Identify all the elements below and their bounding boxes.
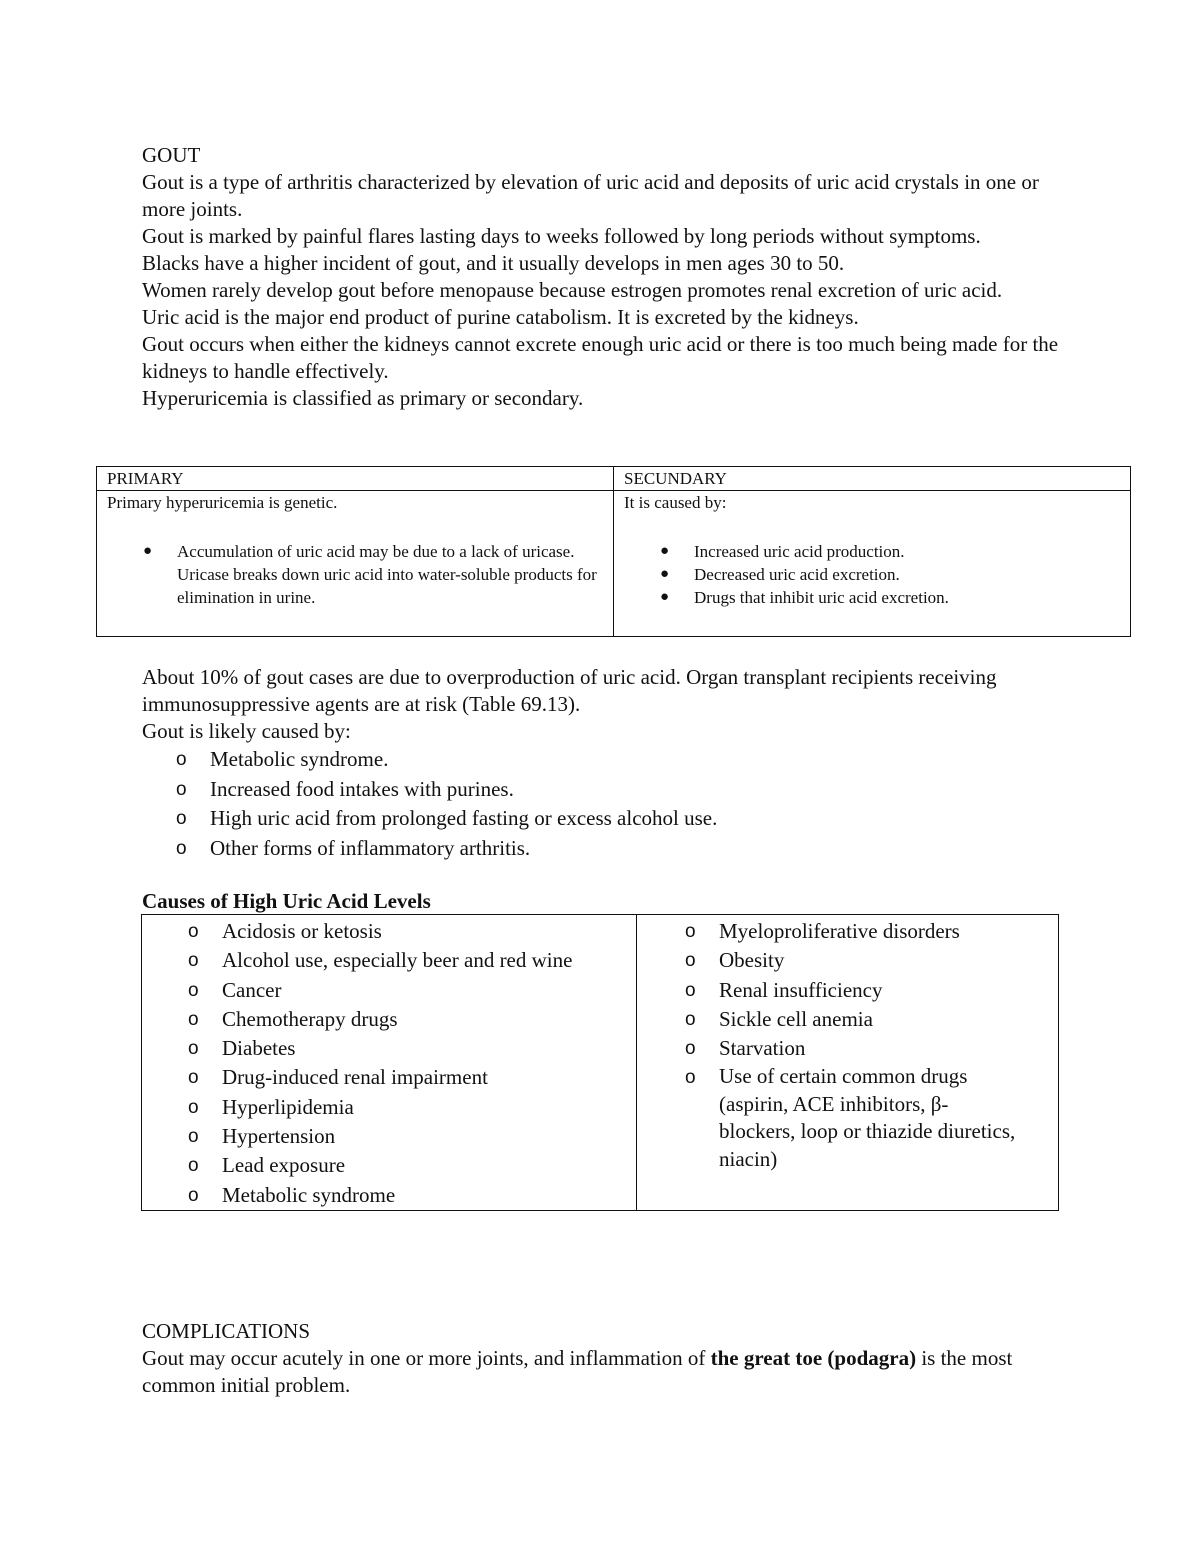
- circle-bullet-icon: o: [685, 921, 696, 942]
- intro-paragraph: Blacks have a higher incident of gout, and it usually develops in men ages 30 to 50.: [142, 251, 845, 275]
- list-item: [685, 1034, 1018, 1063]
- likely-causes-intro: Gout is likely caused by:: [142, 719, 351, 743]
- circle-bullet-icon: o: [188, 979, 199, 1001]
- list-item: [188, 946, 636, 975]
- list-item-text: Starvation: [719, 1036, 806, 1061]
- primary-intro: Primary hyperuricemia is genetic.: [107, 493, 338, 512]
- circle-bullet-icon: o: [188, 1008, 199, 1030]
- list-item-text: Increased uric acid production.: [694, 542, 905, 561]
- list-item-text: Diabetes: [222, 1036, 296, 1061]
- list-item: [188, 917, 636, 946]
- intro-paragraph: Uric acid is the major end product of purine catabolism. It is excreted by the kidneys.: [142, 305, 859, 329]
- intro-paragraph: Gout is a type of arthritis characterized by elevation of uric acid and deposits of uric acid crystals in one or more joints.: [142, 170, 1039, 221]
- list-item: [176, 775, 1072, 805]
- hyperuricemia-table: [96, 466, 1131, 637]
- circle-bullet-icon: o: [188, 921, 199, 942]
- list-item-text: Cancer: [222, 977, 282, 1002]
- circle-bullet-icon: o: [176, 778, 187, 800]
- complications-section: [142, 1318, 1072, 1399]
- list-item: [685, 1005, 1018, 1034]
- causes-heading: Causes of High Uric Acid Levels: [142, 889, 431, 913]
- podagra-emphasis: the great toe (podagra): [710, 1346, 917, 1370]
- list-item-text: Hypertension: [222, 1124, 336, 1149]
- list-item: [188, 1063, 636, 1092]
- list-item-text: Increased food intakes with purines.: [210, 776, 514, 801]
- middle-section: [142, 664, 1072, 863]
- list-item-text: Lead exposure: [222, 1153, 346, 1178]
- bullet-icon: ●: [660, 589, 670, 605]
- circle-bullet-icon: o: [188, 1184, 199, 1206]
- list-item-text: Drug-induced renal impairment: [222, 1065, 488, 1090]
- list-item: [685, 976, 1018, 1005]
- intro-paragraph: Gout is marked by painful flares lasting days to weeks followed by long periods without symptoms.: [142, 224, 981, 248]
- list-item-text: Drugs that inhibit uric acid excretion.: [694, 588, 949, 607]
- list-item: [188, 1034, 636, 1063]
- circle-bullet-icon: o: [685, 1038, 696, 1060]
- likely-causes-list: [142, 745, 1072, 863]
- list-item-text: Metabolic syndrome.: [210, 747, 389, 771]
- secondary-list: [624, 540, 1120, 609]
- list-item: [660, 586, 1120, 609]
- primary-header: PRIMARY: [97, 467, 614, 491]
- list-item-text: Use of certain common drugs (aspirin, ACE inhibitors, β-blockers, loop or thiazide diuretics, niacin): [719, 1064, 1016, 1171]
- list-item: [660, 563, 1120, 586]
- intro-paragraph: Gout occurs when either the kidneys cannot excrete enough uric acid or there is too much being made for the kidneys to handle effectively.: [142, 332, 1059, 383]
- table-body-row: [97, 491, 1131, 637]
- causes-left-list: [142, 917, 636, 1210]
- list-item-text: Chemotherapy drugs: [222, 1006, 398, 1031]
- circle-bullet-icon: o: [188, 1096, 199, 1118]
- section-heading-gout: GOUT: [142, 143, 201, 167]
- secondary-header: SECUNDARY: [614, 467, 1131, 491]
- causes-left-column: [142, 915, 637, 1211]
- list-item: [685, 1063, 1018, 1173]
- list-item: [143, 540, 603, 609]
- list-item-text: Hyperlipidemia: [222, 1094, 354, 1119]
- causes-right-list: [637, 917, 1058, 1173]
- list-item-text: Alcohol use, especially beer and red wine: [222, 948, 573, 973]
- list-item-text: Sickle cell anemia: [719, 1006, 873, 1031]
- list-item: [188, 1005, 636, 1034]
- list-item-text: Obesity: [719, 948, 785, 973]
- circle-bullet-icon: o: [188, 1038, 199, 1060]
- secondary-cell: [614, 491, 1131, 637]
- list-item: [685, 946, 1018, 975]
- bullet-icon: ●: [660, 566, 670, 582]
- intro-paragraph: Women rarely develop gout before menopause because estrogen promotes renal excretion of uric acid.: [142, 278, 1003, 302]
- circle-bullet-icon: o: [685, 1008, 696, 1030]
- intro-section: [142, 142, 1072, 412]
- primary-list: [107, 540, 603, 609]
- circle-bullet-icon: o: [188, 1155, 199, 1177]
- intro-paragraph: Hyperuricemia is classified as primary or secondary.: [142, 386, 584, 410]
- circle-bullet-icon: o: [176, 808, 187, 829]
- list-item-text: Accumulation of uric acid may be due to a lack of uricase. Uricase breaks down uric acid into water-soluble products for elimination in urine.: [177, 542, 597, 607]
- circle-bullet-icon: o: [176, 749, 187, 770]
- table-row: [142, 915, 1059, 1211]
- circle-bullet-icon: o: [188, 950, 199, 972]
- list-item: [176, 834, 1072, 864]
- circle-bullet-icon: o: [188, 1067, 199, 1089]
- list-item: [188, 1093, 636, 1122]
- table-header-row: [97, 467, 1131, 491]
- list-item-text: Metabolic syndrome: [222, 1182, 396, 1207]
- list-item-text: High uric acid from prolonged fasting or excess alcohol use.: [210, 806, 718, 830]
- list-item-text: Decreased uric acid excretion.: [694, 565, 900, 584]
- complications-text: Gout may occur acutely in one or more joints, and inflammation of: [142, 1346, 711, 1370]
- list-item-text: Myeloproliferative disorders: [719, 919, 960, 943]
- list-item: [188, 1122, 636, 1151]
- list-item: [188, 1181, 636, 1210]
- circle-bullet-icon: o: [685, 979, 696, 1001]
- circle-bullet-icon: o: [188, 1126, 199, 1148]
- causes-table: [141, 914, 1059, 1211]
- list-item: [176, 804, 1072, 834]
- circle-bullet-icon: o: [176, 837, 187, 859]
- list-item-text: Acidosis or ketosis: [222, 919, 382, 943]
- list-item: [188, 976, 636, 1005]
- complications-text-end: is the most common initial problem.: [142, 1346, 1013, 1397]
- overproduction-paragraph: About 10% of gout cases are due to overproduction of uric acid. Organ transplant recipients receiving immunosuppressive agents are at risk (Table 69.13).: [142, 665, 997, 716]
- primary-cell: [97, 491, 614, 637]
- bullet-icon: ●: [143, 543, 153, 559]
- section-heading-complications: COMPLICATIONS: [142, 1319, 311, 1343]
- complications-paragraph: [142, 1345, 1072, 1399]
- list-item-text: Renal insufficiency: [719, 977, 883, 1002]
- circle-bullet-icon: o: [685, 1067, 696, 1089]
- secondary-intro: It is caused by:: [624, 493, 727, 512]
- list-item: [660, 540, 1120, 563]
- causes-right-column: [637, 915, 1059, 1211]
- circle-bullet-icon: o: [685, 950, 696, 972]
- list-item: [188, 1151, 636, 1180]
- bullet-icon: ●: [660, 543, 670, 559]
- list-item: [176, 745, 1072, 775]
- list-item: [685, 917, 1018, 946]
- list-item-text: Other forms of inflammatory arthritis.: [210, 835, 531, 860]
